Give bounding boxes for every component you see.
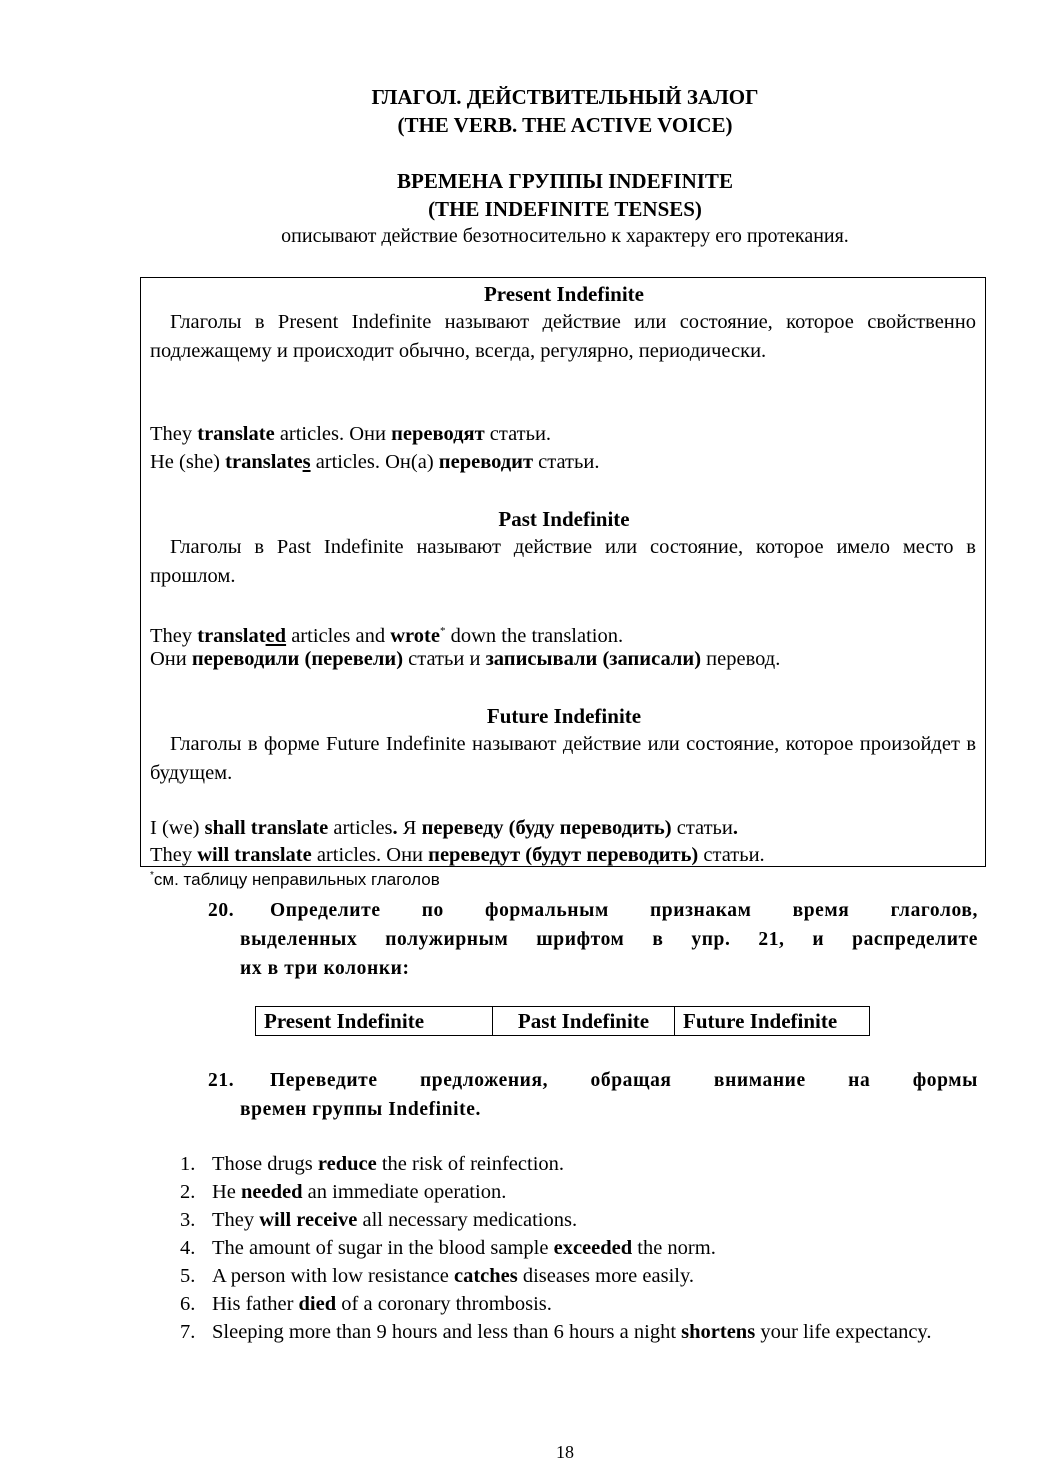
present-indefinite-rule [150, 308, 976, 365]
page-title: ГЛАГОЛ. ДЕЙСТВИТЕЛЬНЫЙ ЗАЛОГ [371, 85, 759, 109]
grammar-rules-box [140, 277, 986, 867]
task-21 [208, 1066, 978, 1124]
task-20-number: 20. [208, 900, 235, 921]
list-item: 3. They will receive all necessary medications. [180, 1209, 578, 1231]
list-item: 5. A person with low resistance catches diseases more easily. [180, 1265, 695, 1287]
past-rule-text: Глаголы в Past Indefinite называют действие или состояние, которое имело место в прошлом. [150, 536, 976, 587]
future-example-2: They will translate articles. Они переведут (будут переводить) статьи. [150, 844, 765, 866]
page-number: 18 [556, 1442, 574, 1462]
future-indefinite-title: Future Indefinite [486, 704, 642, 728]
column-past-indefinite: Past Indefinite [493, 1007, 675, 1036]
future-rule-text: Глаголы в форме Future Indefinite называют действие или состояние, которое произойдет в будущем. [150, 733, 976, 784]
past-indefinite-rule [150, 533, 976, 590]
past-indefinite-title: Past Indefinite [498, 507, 630, 531]
footnote: *см. таблицу неправильных глаголов [150, 870, 440, 889]
list-item: 4. The amount of sugar in the blood sample exceeded the norm. [180, 1237, 716, 1259]
task-20-line-2: выделенных полужирным шрифтом в упр. 21, и распределите [240, 929, 978, 950]
task-21-line-2: времен группы Indefinite. [240, 1099, 481, 1120]
future-example-1: I (we) shall translate articles. Я переведу (буду переводить) статьи. [150, 817, 738, 839]
section-title: ВРЕМЕНА ГРУППЫ INDEFINITE [397, 169, 733, 193]
past-example-1: They translated articles and wrote* down the translation. [150, 624, 624, 647]
section-title-english: (THE INDEFINITE TENSES) [428, 197, 702, 221]
list-item: 1. Those drugs reduce the risk of reinfection. [180, 1153, 565, 1175]
list-item: 6. His father died of a coronary thrombosis. [180, 1293, 552, 1315]
task-21-number: 21. [208, 1070, 235, 1091]
present-rule-text: Глаголы в Present Indefinite называют действие или состояние, которое свойственно подлежащему и происходит обычно, всегда, регулярно, периодически. [150, 311, 976, 362]
column-future-indefinite: Future Indefinite [675, 1007, 870, 1036]
present-example-2: He (she) translates articles. Он(а) переводит статьи. [150, 451, 600, 473]
task-20 [208, 896, 978, 983]
past-example-2: Они переводили (перевели) статьи и записывали (записали) перевод. [150, 648, 781, 670]
task-20-line-1: 20. Определите по формальным признакам время глаголов, [208, 896, 978, 925]
column-present-indefinite: Present Indefinite [256, 1007, 493, 1036]
future-indefinite-rule [150, 730, 976, 787]
sentence-list [180, 1150, 980, 1346]
list-item: 7. Sleeping more than 9 hours and less than 6 hours a night shortens your life expectancy. [180, 1321, 932, 1343]
table-row [256, 1007, 870, 1036]
present-example-1: They translate articles. Они переводят статьи. [150, 423, 552, 445]
section-description: описывают действие безотносительно к характеру его протекания. [281, 225, 849, 247]
present-indefinite-title: Present Indefinite [483, 282, 644, 306]
page-title-english: (THE VERB. THE ACTIVE VOICE) [397, 113, 733, 137]
tense-columns-table [255, 1006, 870, 1036]
task-21-line-1: 21. Переведите предложения, обращая внимание на формы [208, 1066, 978, 1095]
list-item: 2. He needed an immediate operation. [180, 1181, 507, 1203]
task-20-line-3: их в три колонки: [240, 958, 410, 979]
